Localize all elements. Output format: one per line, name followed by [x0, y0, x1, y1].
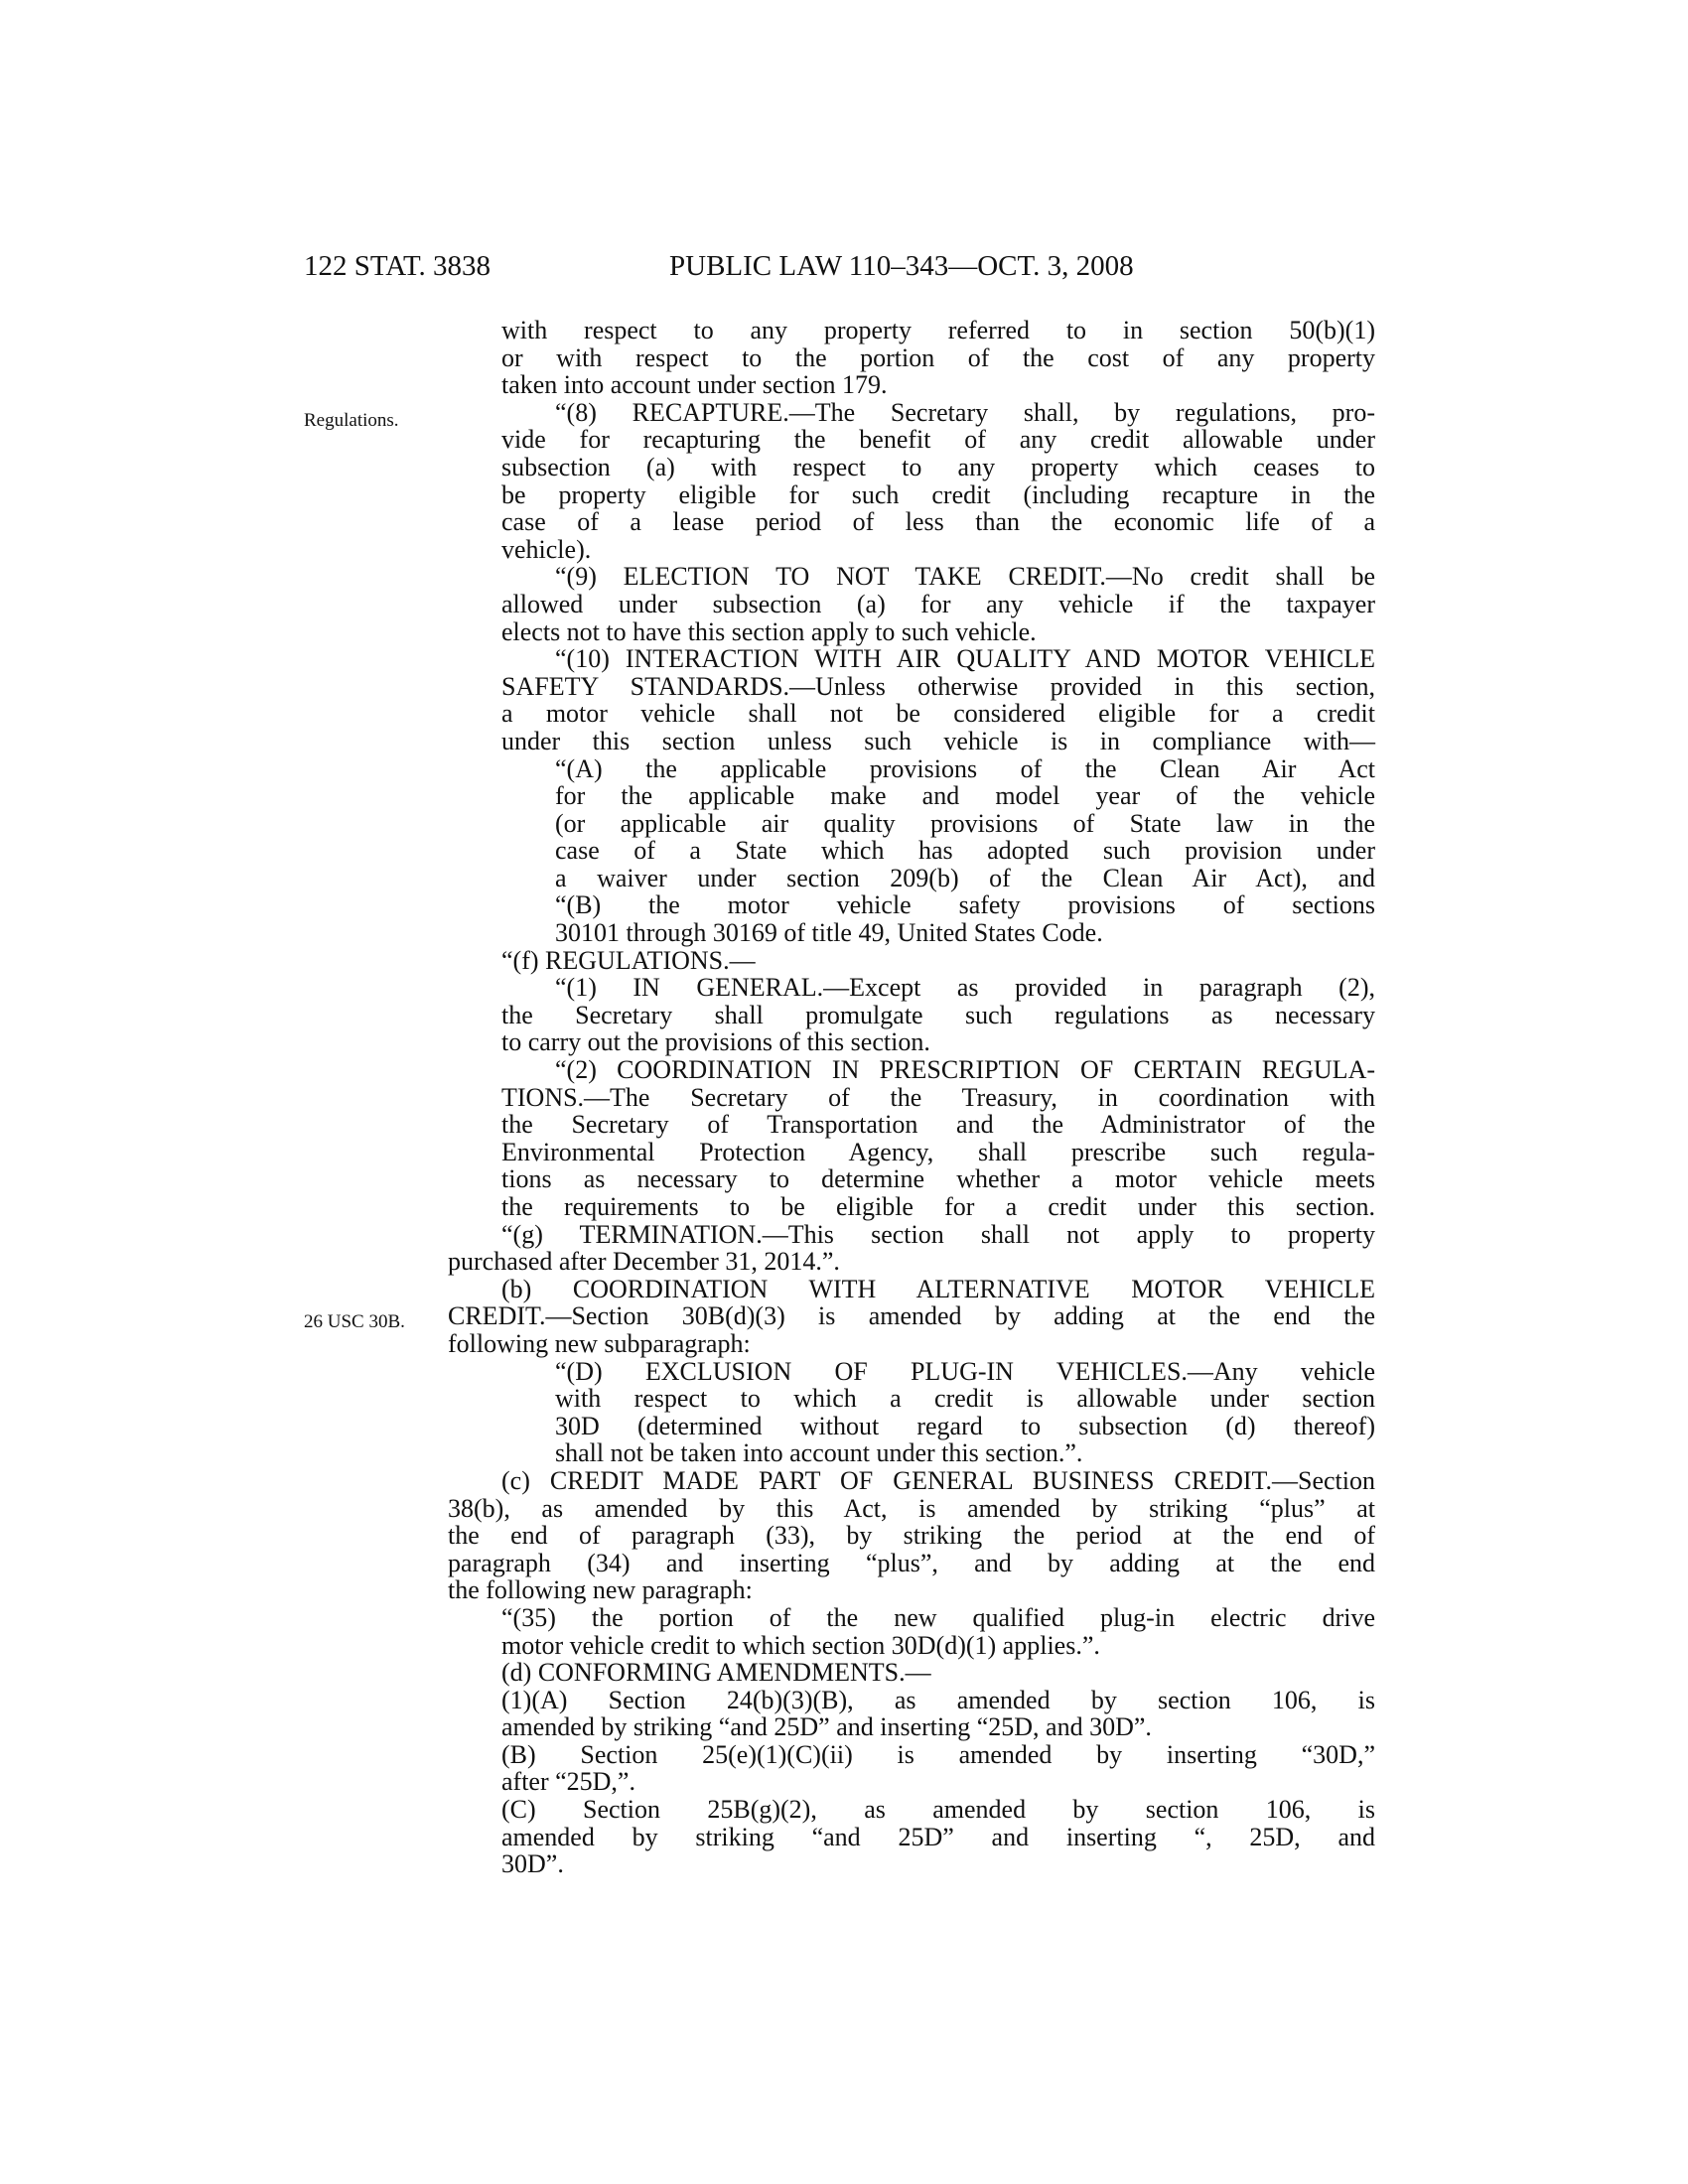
text-line: amended by striking “and 25D” and inserting “25D, and 30D”.	[501, 1712, 1152, 1742]
text-line: to carry out the provisions of this section.	[501, 1027, 930, 1057]
public-law-title: PUBLIC LAW 110–343—OCT. 3, 2008	[669, 250, 1134, 282]
text-line: 30D”.	[501, 1849, 564, 1879]
text-line: (c) CREDIT MADE PART OF GENERAL BUSINESS CREDIT.—Section	[501, 1465, 1375, 1495]
text-line: “(A) the applicable provisions of the Clean Air Act	[555, 753, 1375, 783]
text-line: case of a State which has adopted such provision under	[555, 836, 1375, 866]
document-body	[448, 316, 1375, 1879]
text-line: (d) CONFORMING AMENDMENTS.—	[501, 1658, 931, 1688]
text-line: the following new paragraph:	[448, 1575, 753, 1605]
text-line: with respect to which a credit is allowable under section	[555, 1384, 1375, 1414]
text-line: purchased after December 31, 2014.”.	[448, 1247, 840, 1277]
text-line: “(1) IN GENERAL.—Except as provided in paragraph (2),	[555, 973, 1375, 1003]
text-line: after “25D,”.	[501, 1767, 635, 1797]
text-line: 30101 through 30169 of title 49, United States Code.	[555, 918, 1103, 948]
text-line: SAFETY STANDARDS.—Unless otherwise provided in this section,	[501, 671, 1375, 701]
text-line: “(2) COORDINATION IN PRESCRIPTION OF CERTAIN REGULA-	[555, 1055, 1375, 1085]
text-line: taken into account under section 179.	[501, 370, 888, 400]
text-line: a motor vehicle shall not be considered eligible for a credit	[501, 699, 1375, 729]
text-line: for the applicable make and model year of the vehicle	[555, 781, 1375, 811]
text-line: (b) COORDINATION WITH ALTERNATIVE MOTOR VEHICLE	[501, 1274, 1375, 1303]
text-line: (C) Section 25B(g)(2), as amended by section 106, is	[501, 1795, 1375, 1825]
text-line: a waiver under section 209(b) of the Clean Air Act), and	[555, 863, 1375, 892]
text-line: TIONS.—The Secretary of the Treasury, in coordination with	[501, 1082, 1375, 1112]
text-line: paragraph (34) and inserting “plus”, and by adding at the end	[448, 1548, 1375, 1577]
text-line: the requirements to be eligible for a credit under this section.	[501, 1192, 1375, 1221]
text-line: amended by striking “and 25D” and inserting “, 25D, and	[501, 1822, 1375, 1851]
text-line: “(f) REGULATIONS.—	[501, 945, 756, 975]
margin-note-usc: 26 USC 30B.	[304, 1311, 405, 1332]
text-line: or with respect to the portion of the cost of any property	[501, 342, 1375, 372]
text-line: “(10) INTERACTION WITH AIR QUALITY AND MOTOR VEHICLE	[555, 644, 1375, 674]
page-header	[0, 250, 1688, 290]
text-line: motor vehicle credit to which section 30D(d)(1) applies.”.	[501, 1630, 1100, 1660]
text-line: tions as necessary to determine whether a motor vehicle meets	[501, 1164, 1375, 1194]
text-line: following new subparagraph:	[448, 1328, 751, 1358]
text-line: with respect to any property referred to in section 50(b)(1)	[501, 316, 1375, 344]
text-line: (1)(A) Section 24(b)(3)(B), as amended by section 106, is	[501, 1685, 1375, 1714]
text-line: the Secretary shall promulgate such regulations as necessary	[501, 1000, 1375, 1029]
text-line: “(35) the portion of the new qualified plug-in electric drive	[501, 1602, 1375, 1632]
text-line: “(g) TERMINATION.—This section shall not apply to property	[501, 1219, 1375, 1249]
text-line: elects not to have this section apply to such vehicle.	[501, 616, 1037, 646]
text-line: “(D) EXCLUSION OF PLUG-IN VEHICLES.—Any vehicle	[555, 1356, 1375, 1386]
text-line: subsection (a) with respect to any property which ceases to	[501, 452, 1375, 481]
text-line: Environmental Protection Agency, shall prescribe such regula-	[501, 1137, 1375, 1166]
text-line: (or applicable air quality provisions of State law in the	[555, 808, 1375, 838]
text-line: shall not be taken into account under this section.”.	[555, 1438, 1083, 1468]
text-line: allowed under subsection (a) for any vehicle if the taxpayer	[501, 589, 1375, 618]
text-line: vide for recapturing the benefit of any credit allowable under	[501, 425, 1375, 455]
text-line: the end of paragraph (33), by striking the period at the end of	[448, 1521, 1375, 1551]
margin-note-regulations: Regulations.	[304, 410, 399, 431]
text-line: “(8) RECAPTURE.—The Secretary shall, by regulations, pro-	[555, 397, 1375, 427]
text-line: case of a lease period of less than the economic life of a	[501, 507, 1375, 537]
text-line: under this section unless such vehicle is in compliance with—	[501, 726, 1375, 755]
text-line: 30D (determined without regard to subsection (d) thereof)	[555, 1411, 1375, 1440]
statute-page-number: 122 STAT. 3838	[304, 250, 492, 282]
text-line: CREDIT.—Section 30B(d)(3) is amended by adding at the end the	[448, 1301, 1375, 1331]
text-line: the Secretary of Transportation and the Administrator of the	[501, 1110, 1375, 1140]
text-line: (B) Section 25(e)(1)(C)(ii) is amended by inserting “30D,”	[501, 1739, 1375, 1769]
text-line: “(B) the motor vehicle safety provisions of sections	[555, 890, 1375, 920]
text-line: “(9) ELECTION TO NOT TAKE CREDIT.—No credit shall be	[555, 562, 1375, 592]
text-line: be property eligible for such credit (including recapture in the	[501, 479, 1375, 509]
text-line: 38(b), as amended by this Act, is amended by striking “plus” at	[448, 1493, 1375, 1523]
text-line: vehicle).	[501, 534, 592, 564]
